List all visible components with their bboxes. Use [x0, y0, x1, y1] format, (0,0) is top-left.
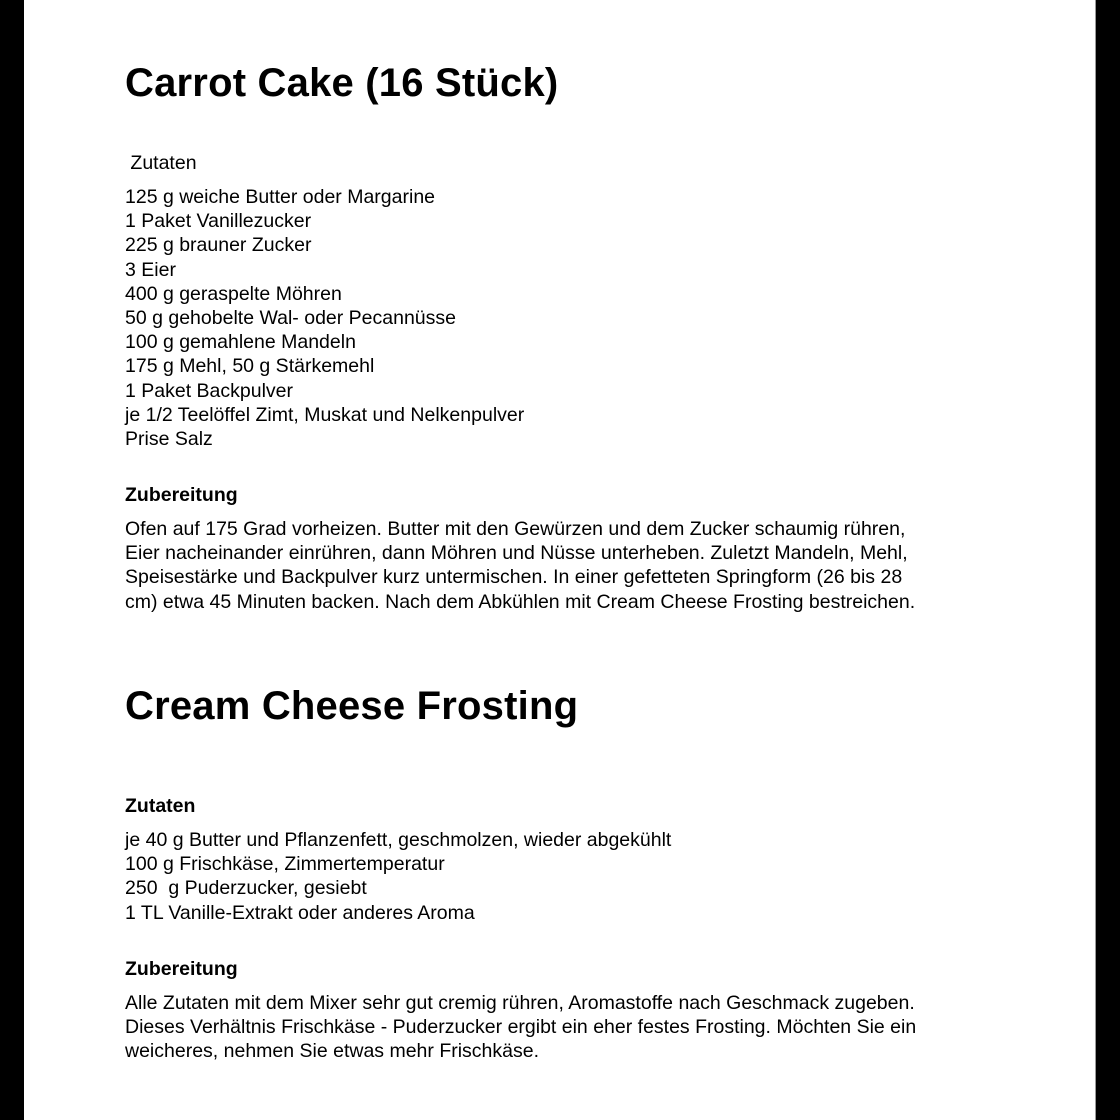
preparation-line: cm) etwa 45 Minuten backen. Nach dem Abkühlen mit Cream Cheese Frosting bestreichen.: [125, 590, 916, 613]
ingredient-item: je 40 g Butter und Pflanzenfett, geschmolzen, wieder abgekühlt: [125, 829, 672, 851]
preparation-text: [125, 517, 995, 614]
ingredient-item: 225 g brauner Zucker: [125, 234, 312, 257]
ingredient-item: 400 g geraspelte Möhren: [125, 282, 342, 305]
ingredient-item: 100 g gemahlene Mandeln: [125, 331, 356, 354]
recipe-title: Carrot Cake (16 Stück): [125, 61, 559, 105]
ingredient-item: 250 g Puderzucker, gesiebt: [125, 877, 367, 900]
ingredient-item: je 1/2 Teelöffel Zimt, Muskat und Nelkenpulver: [125, 403, 525, 426]
ingredient-item: 100 g Frischkäse, Zimmertemperatur: [125, 853, 445, 876]
ingredients-list: [125, 185, 524, 451]
ingredient-item: 1 TL Vanille-Extrakt oder anderes Aroma: [125, 901, 475, 924]
ingredient-item: 125 g weiche Butter oder Margarine: [125, 186, 436, 208]
preparation-label: Zubereitung: [125, 958, 238, 980]
preparation-line: Alle Zutaten mit dem Mixer sehr gut cremig rühren, Aromastoffe nach Geschmack zugeben.: [125, 992, 915, 1014]
preparation-label: Zubereitung: [125, 484, 238, 506]
preparation-line: Speisestärke und Backpulver kurz untermischen. In einer gefetteten Springform (26 bis 28: [125, 566, 903, 589]
preparation-line: Ofen auf 175 Grad vorheizen. Butter mit den Gewürzen und dem Zucker schaumig rühren,: [125, 518, 906, 540]
ingredient-item: Prise Salz: [125, 428, 213, 451]
preparation-line: Eier nacheinander einrühren, dann Möhren und Nüsse unterheben. Zuletzt Mandeln, Mehl,: [125, 542, 908, 565]
ingredient-item: 50 g gehobelte Wal- oder Pecannüsse: [125, 307, 456, 330]
ingredient-item: 1 Paket Vanillezucker: [125, 210, 312, 233]
ingredient-item: 1 Paket Backpulver: [125, 379, 294, 402]
ingredients-label: Zutaten: [125, 152, 197, 174]
ingredients-label: Zutaten: [125, 795, 196, 817]
preparation-text: [125, 991, 995, 1064]
ingredient-item: 3 Eier: [125, 258, 176, 281]
preparation-line: Dieses Verhältnis Frischkäse - Puderzucker ergibt ein eher festes Frosting. Möchten Sie ein: [125, 1016, 917, 1039]
ingredient-item: 175 g Mehl, 50 g Stärkemehl: [125, 355, 375, 378]
document-page: [24, 0, 1096, 1120]
recipe-title: Cream Cheese Frosting: [125, 684, 579, 728]
preparation-line: weicheres, nehmen Sie etwas mehr Frischkäse.: [125, 1040, 540, 1063]
ingredients-list: [125, 828, 671, 925]
